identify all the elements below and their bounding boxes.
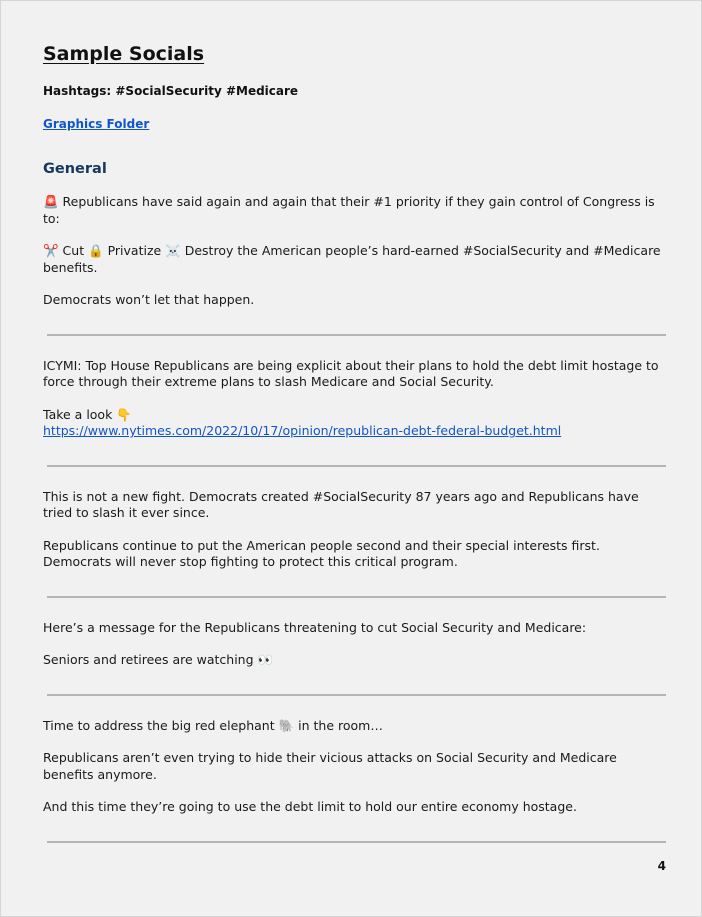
post-paragraph: Democrats won’t let that happen. [43,292,255,307]
post-paragraph: Take a look 👇 [43,406,132,422]
social-post [43,194,665,309]
post-paragraph: And this time they’re going to use the debt limit to hold our entire economy hostage. [43,799,577,814]
social-post [43,358,665,440]
post-divider [47,596,666,598]
post-paragraph: Republicans aren’t even trying to hide their vicious attacks on Social Security and Medicare benefits anymore. [43,750,617,782]
page-number: 4 [657,859,666,873]
post-divider [47,465,666,467]
post-paragraph: Republicans continue to put the American people second and their special interests first. Democrats will never stop fighting to protect this critical program. [43,537,600,569]
post-paragraph: Seniors and retirees are watching 👀 [43,652,274,667]
post-paragraph: ✂️ Cut 🔒 Privatize ☠️ Destroy the American people’s hard-earned #SocialSecurity and #Medicare benefits. [43,243,661,275]
post-paragraph: Here’s a message for the Republicans threatening to cut Social Security and Medicare: [43,619,587,635]
post-divider [47,694,666,696]
social-post [43,620,665,669]
document-content [43,41,665,843]
social-post [43,718,665,816]
post-paragraph: Time to address the big red elephant 🐘 in the room… [43,717,383,733]
social-post [43,489,665,571]
hashtags-line: Hashtags: #SocialSecurity #Medicare [43,84,299,98]
post-paragraph: ICYMI: Top House Republicans are being explicit about their plans to hold the debt limit hostage to force through their extreme plans to slash Medicare and Social Security. [43,357,659,389]
page-title: Sample Socials [43,43,205,65]
post-divider [47,334,666,336]
graphics-folder-link[interactable]: Graphics Folder [43,117,150,131]
post-divider [47,841,666,843]
post-paragraph: This is not a new fight. Democrats created #SocialSecurity 87 years ago and Republicans have tried to slash it ever since. [43,488,639,520]
article-link[interactable]: https://www.nytimes.com/2022/10/17/opinion/republican-debt-federal-budget.html [43,423,562,438]
section-heading-general: General [43,161,107,177]
post-paragraph: 🚨 Republicans have said again and again that their #1 priority if they gain control of Congress is to: [43,194,655,226]
